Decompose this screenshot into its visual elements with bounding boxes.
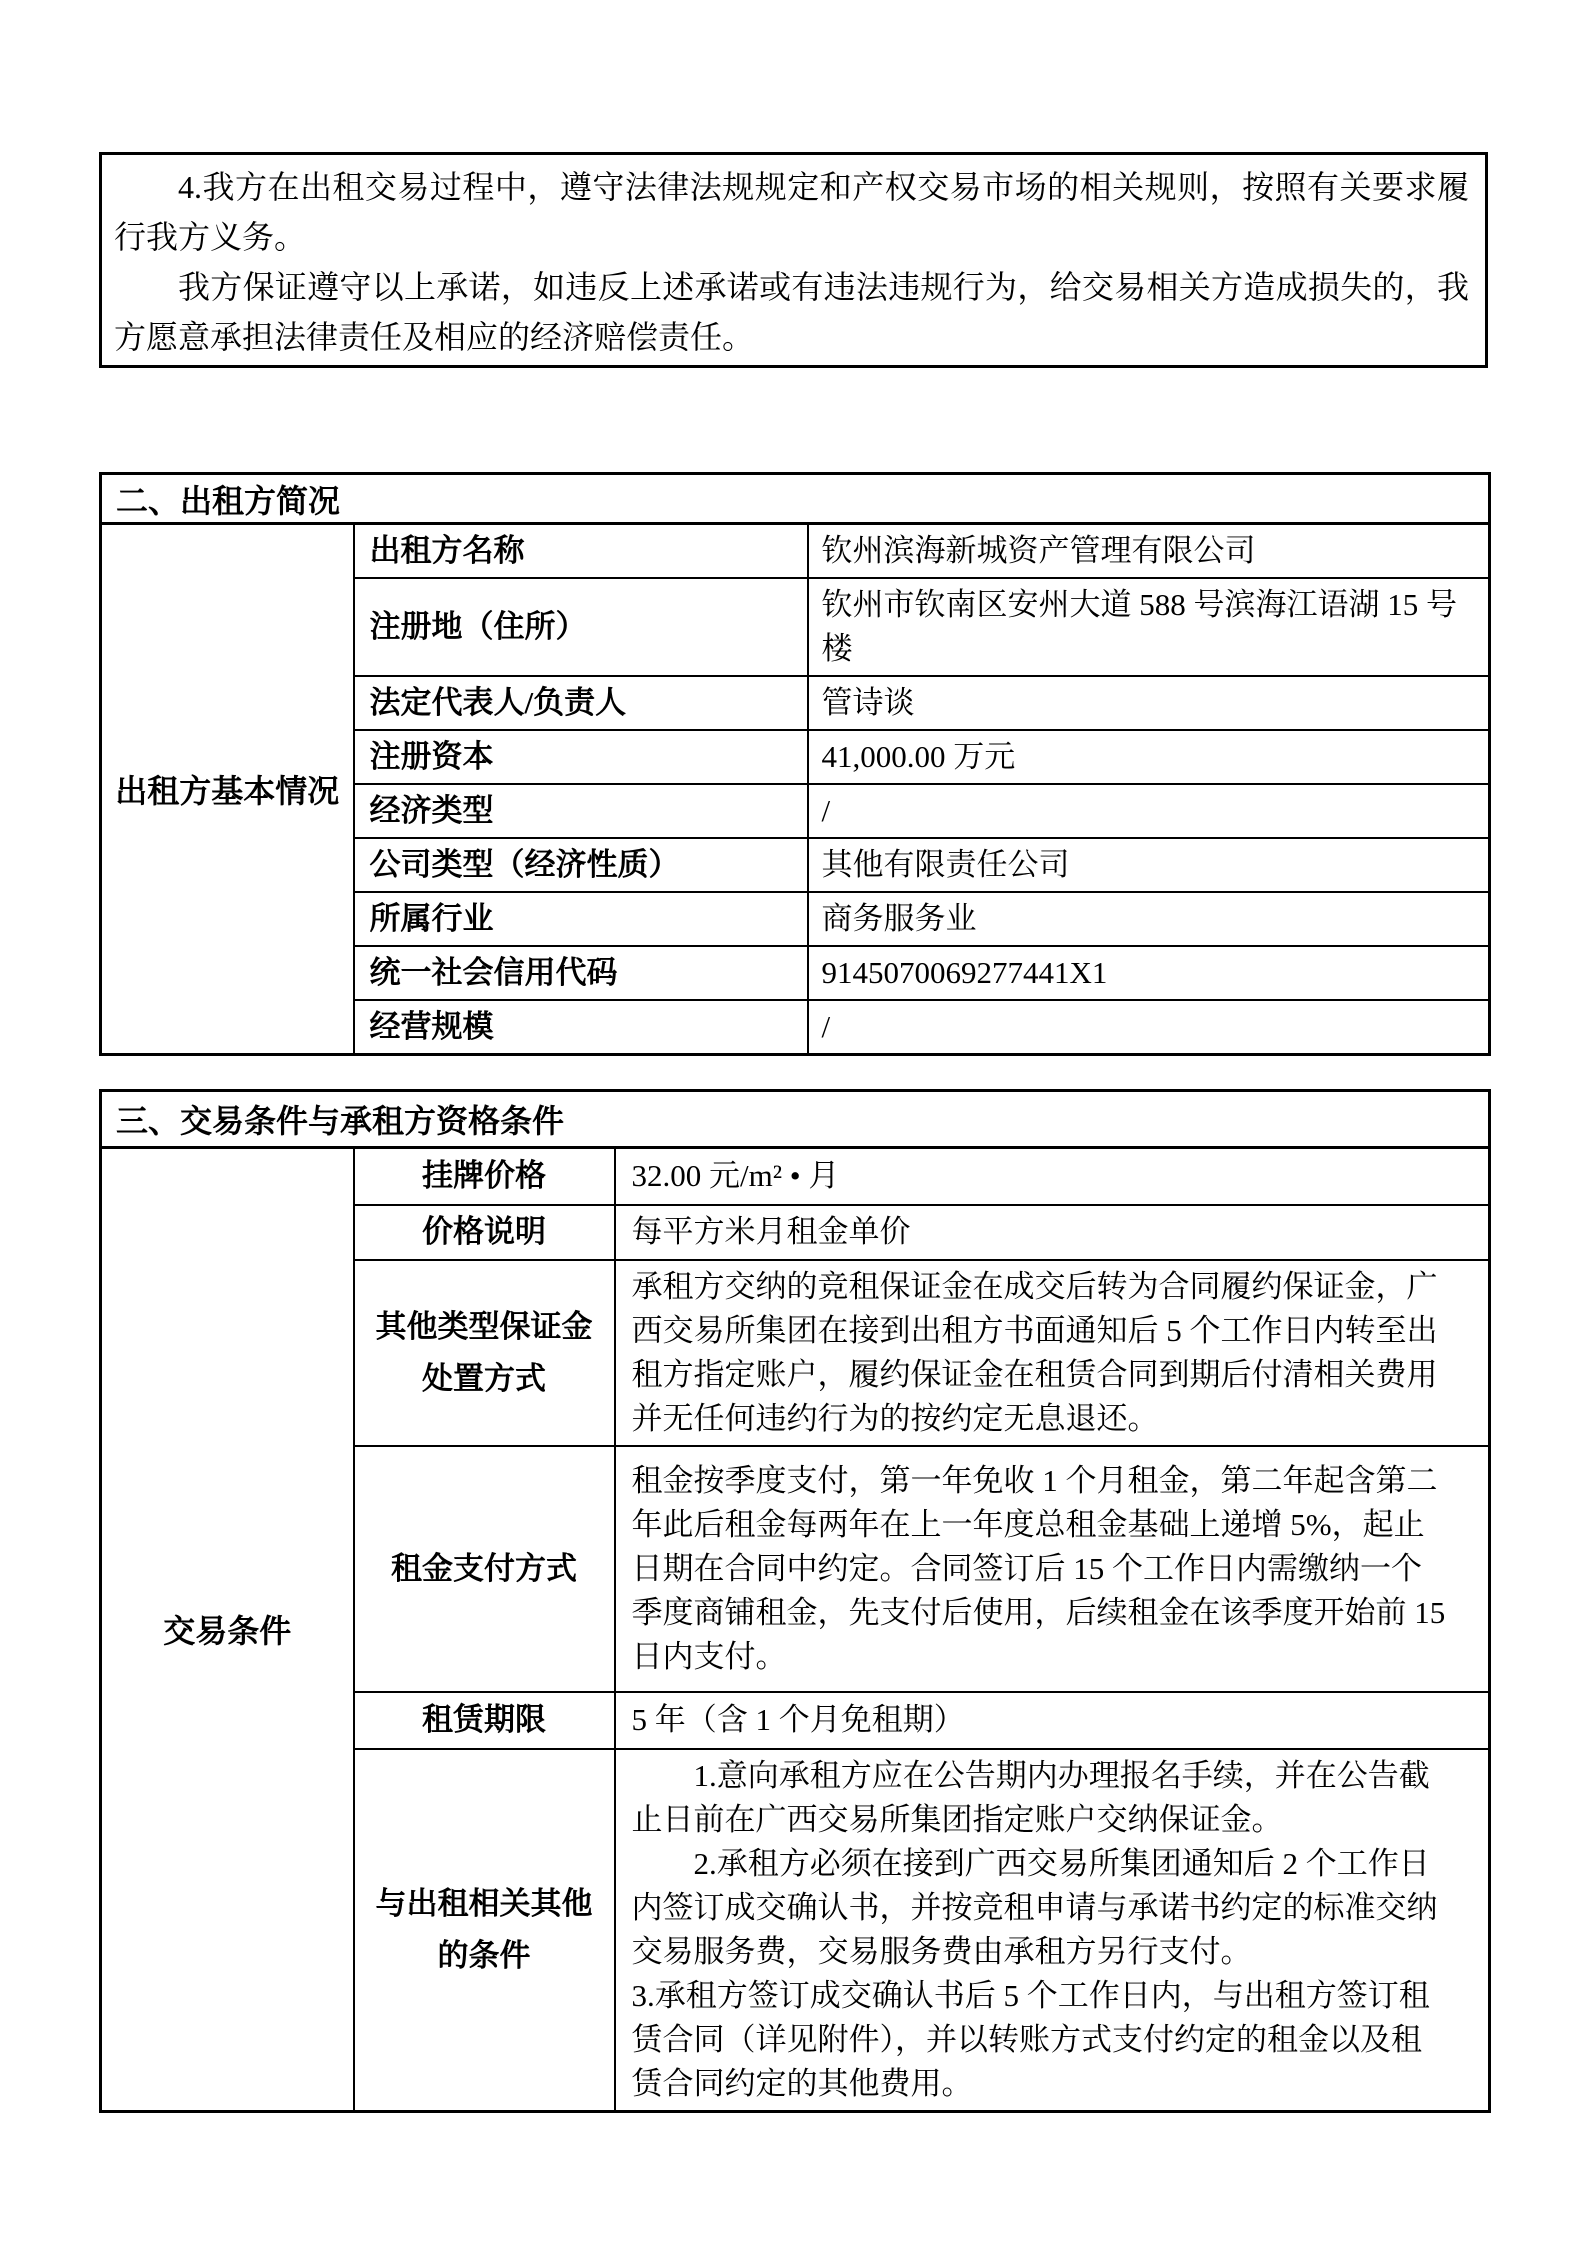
commitment-paragraph: 4.我方在出租交易过程中，遵守法律法规规定和产权交易市场的相关规则，按照有关要求履行我方义务。 <box>114 169 1469 255</box>
transaction-conditions-table <box>99 1089 1491 2113</box>
field-label: 租金支付方式 <box>354 1446 615 1692</box>
field-value: 商务服务业 <box>808 892 1490 946</box>
commitment-box <box>99 152 1488 368</box>
field-value: 41,000.00 万元 <box>808 730 1490 784</box>
field-value: 5 年（含 1 个月免租期） <box>615 1692 1490 1749</box>
lessor-profile-table <box>99 472 1491 1056</box>
field-label: 法定代表人/负责人 <box>354 676 808 730</box>
field-value: 每平方米月租金单价 <box>615 1205 1490 1260</box>
field-value: / <box>808 784 1490 838</box>
condition-paragraph: 3.承租方签订成交确认书后 5 个工作日内，与出租方签订租赁合同（详见附件），并以转账方式支付约定的租金以及租赁合同约定的其他费用。 <box>631 1977 1430 2101</box>
field-label: 注册地（住所） <box>354 578 808 676</box>
field-label: 其他类型保证金处置方式 <box>354 1260 615 1446</box>
field-label: 统一社会信用代码 <box>354 946 808 1000</box>
field-label: 注册资本 <box>354 730 808 784</box>
row-group-label: 交易条件 <box>101 1148 354 2112</box>
field-label: 经营规模 <box>354 1000 808 1055</box>
field-value: 租金按季度支付，第一年免收 1 个月租金，第二年起含第二年此后租金每两年在上一年度总租金基础上递增 5%，起止日期在合同中约定。合同签订后 15 个工作日内需缴纳一个季度商铺租金，先支付后使用，后续租金在该季度开始前 15 日内支付。 <box>615 1446 1490 1692</box>
field-label: 价格说明 <box>354 1205 615 1260</box>
section-header-row <box>101 474 1490 524</box>
field-value: 其他有限责任公司 <box>808 838 1490 892</box>
field-label: 经济类型 <box>354 784 808 838</box>
condition-paragraph: 2.承租方必须在接到广西交易所集团通知后 2 个工作日内签订成交确认书，并按竞租申请与承诺书约定的标准交纳交易服务费，交易服务费由承租方另行支付。 <box>631 1845 1438 1969</box>
section-header-row <box>101 1091 1490 1148</box>
field-value: 管诗谈 <box>808 676 1490 730</box>
table-row <box>101 1148 1490 1205</box>
section-title: 二、出租方简况 <box>101 474 1490 524</box>
field-label: 与出租相关其他的条件 <box>354 1749 615 2112</box>
section-title: 三、交易条件与承租方资格条件 <box>101 1091 1490 1148</box>
field-value: / <box>808 1000 1490 1055</box>
field-value: 32.00 元/m² • 月 <box>615 1148 1490 1205</box>
field-label: 出租方名称 <box>354 524 808 579</box>
field-label: 挂牌价格 <box>354 1148 615 1205</box>
field-value <box>615 1749 1490 2112</box>
field-label: 所属行业 <box>354 892 808 946</box>
field-label: 租赁期限 <box>354 1692 615 1749</box>
row-group-label: 出租方基本情况 <box>101 524 354 1055</box>
field-value: 钦州市钦南区安州大道 588 号滨海江语湖 15 号楼 <box>808 578 1490 676</box>
field-value: 钦州滨海新城资产管理有限公司 <box>808 524 1490 579</box>
field-value: 承租方交纳的竞租保证金在成交后转为合同履约保证金，广西交易所集团在接到出租方书面通知后 5 个工作日内转至出租方指定账户，履约保证金在租赁合同到期后付清相关费用并无任何违约行为的按约定无息退还。 <box>615 1260 1490 1446</box>
field-value: 9145070069277441X1 <box>808 946 1490 1000</box>
condition-paragraph: 1.意向承租方应在公告期内办理报名手续，并在公告截止日前在广西交易所集团指定账户交纳保证金。 <box>631 1757 1430 1837</box>
commitment-paragraph: 我方保证遵守以上承诺，如违反上述承诺或有违法违规行为，给交易相关方造成损失的，我方愿意承担法律责任及相应的经济赔偿责任。 <box>114 269 1469 355</box>
field-label: 公司类型（经济性质） <box>354 838 808 892</box>
table-row <box>101 524 1490 579</box>
